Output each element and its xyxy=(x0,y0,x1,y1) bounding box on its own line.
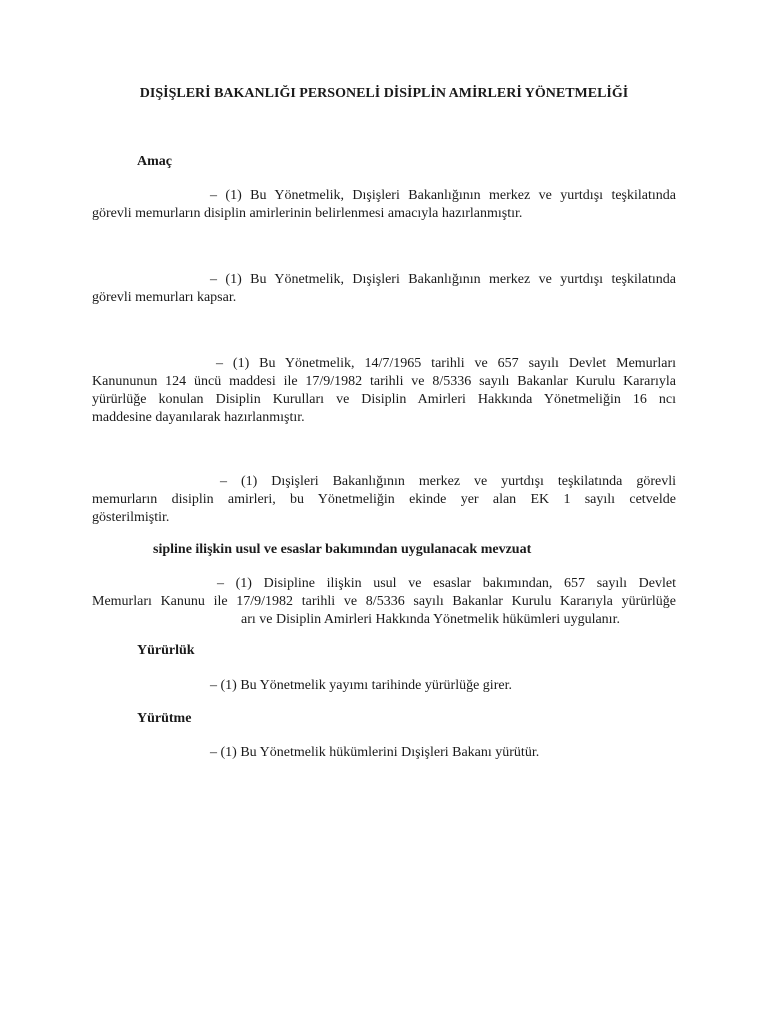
paragraph-line: gösterilmiştir. xyxy=(92,510,170,525)
section-heading-mevzuat: sipline ilişkin usul ve esaslar bakımından uygulanacak mevzuat xyxy=(153,542,532,557)
paragraph-amac xyxy=(92,187,676,223)
document-title: DIŞİŞLERİ BAKANLIĞI PERSONELİ DİSİPLİN AMİRLERİ YÖNETMELİĞİ xyxy=(139,86,629,101)
paragraph-line: – (1) Bu Yönetmelik, 14/7/1965 tarihli ve 657 sayılı Devlet Memurları xyxy=(216,356,676,371)
paragraph-line: yürürlüğe konulan Disiplin Kurulları ve Disiplin Amirleri Hakkında Yönetmeliğin 16 ncı xyxy=(92,392,676,407)
paragraph-line: – (1) Disipline ilişkin usul ve esaslar bakımından, 657 sayılı Devlet xyxy=(217,576,676,591)
paragraph-line: Kanununun 124 üncü maddesi ile 17/9/1982 tarihli ve 8/5336 sayılı Bakanlar Kurulu Kararıyla xyxy=(92,374,676,389)
paragraph-line: arı ve Disiplin Amirleri Hakkında Yönetmelik hükümleri uygulanır. xyxy=(241,612,620,627)
paragraph-disiplin-amirleri xyxy=(92,473,676,527)
paragraph-kapsam xyxy=(92,271,676,307)
paragraph-line: maddesine dayanılarak hazırlanmıştır. xyxy=(92,410,305,425)
paragraph-line: görevli memurları kapsar. xyxy=(92,290,237,305)
paragraph-line: Memurları Kanunu ile 17/9/1982 tarihli ve 8/5336 sayılı Bakanlar Kurulu Kararıyla yürürlüğe xyxy=(92,594,676,609)
paragraph-yururluk: – (1) Bu Yönetmelik yayımı tarihinde yürürlüğe girer. xyxy=(210,678,512,693)
paragraph-yurutme: – (1) Bu Yönetmelik hükümlerini Dışişleri Bakanı yürütür. xyxy=(210,745,540,760)
paragraph-line: görevli memurların disiplin amirlerinin belirlenmesi amacıyla hazırlanmıştır. xyxy=(92,206,523,221)
paragraph-dayanak xyxy=(92,355,676,427)
paragraph-line: memurların disiplin amirleri, bu Yönetmeliğin ekinde yer alan EK 1 sayılı cetvelde xyxy=(92,492,676,507)
paragraph-line: – (1) Bu Yönetmelik, Dışişleri Bakanlığının merkez ve yurtdışı teşkilatında xyxy=(210,272,676,287)
section-heading-amac: Amaç xyxy=(137,154,172,169)
paragraph-line: – (1) Bu Yönetmelik, Dışişleri Bakanlığının merkez ve yurtdışı teşkilatında xyxy=(210,188,676,203)
paragraph-mevzuat xyxy=(92,575,676,629)
section-heading-yurutme: Yürütme xyxy=(137,711,192,726)
paragraph-line: – (1) Dışişleri Bakanlığının merkez ve yurtdışı teşkilatında görevli xyxy=(220,474,676,489)
section-heading-yururluk: Yürürlük xyxy=(137,643,195,658)
